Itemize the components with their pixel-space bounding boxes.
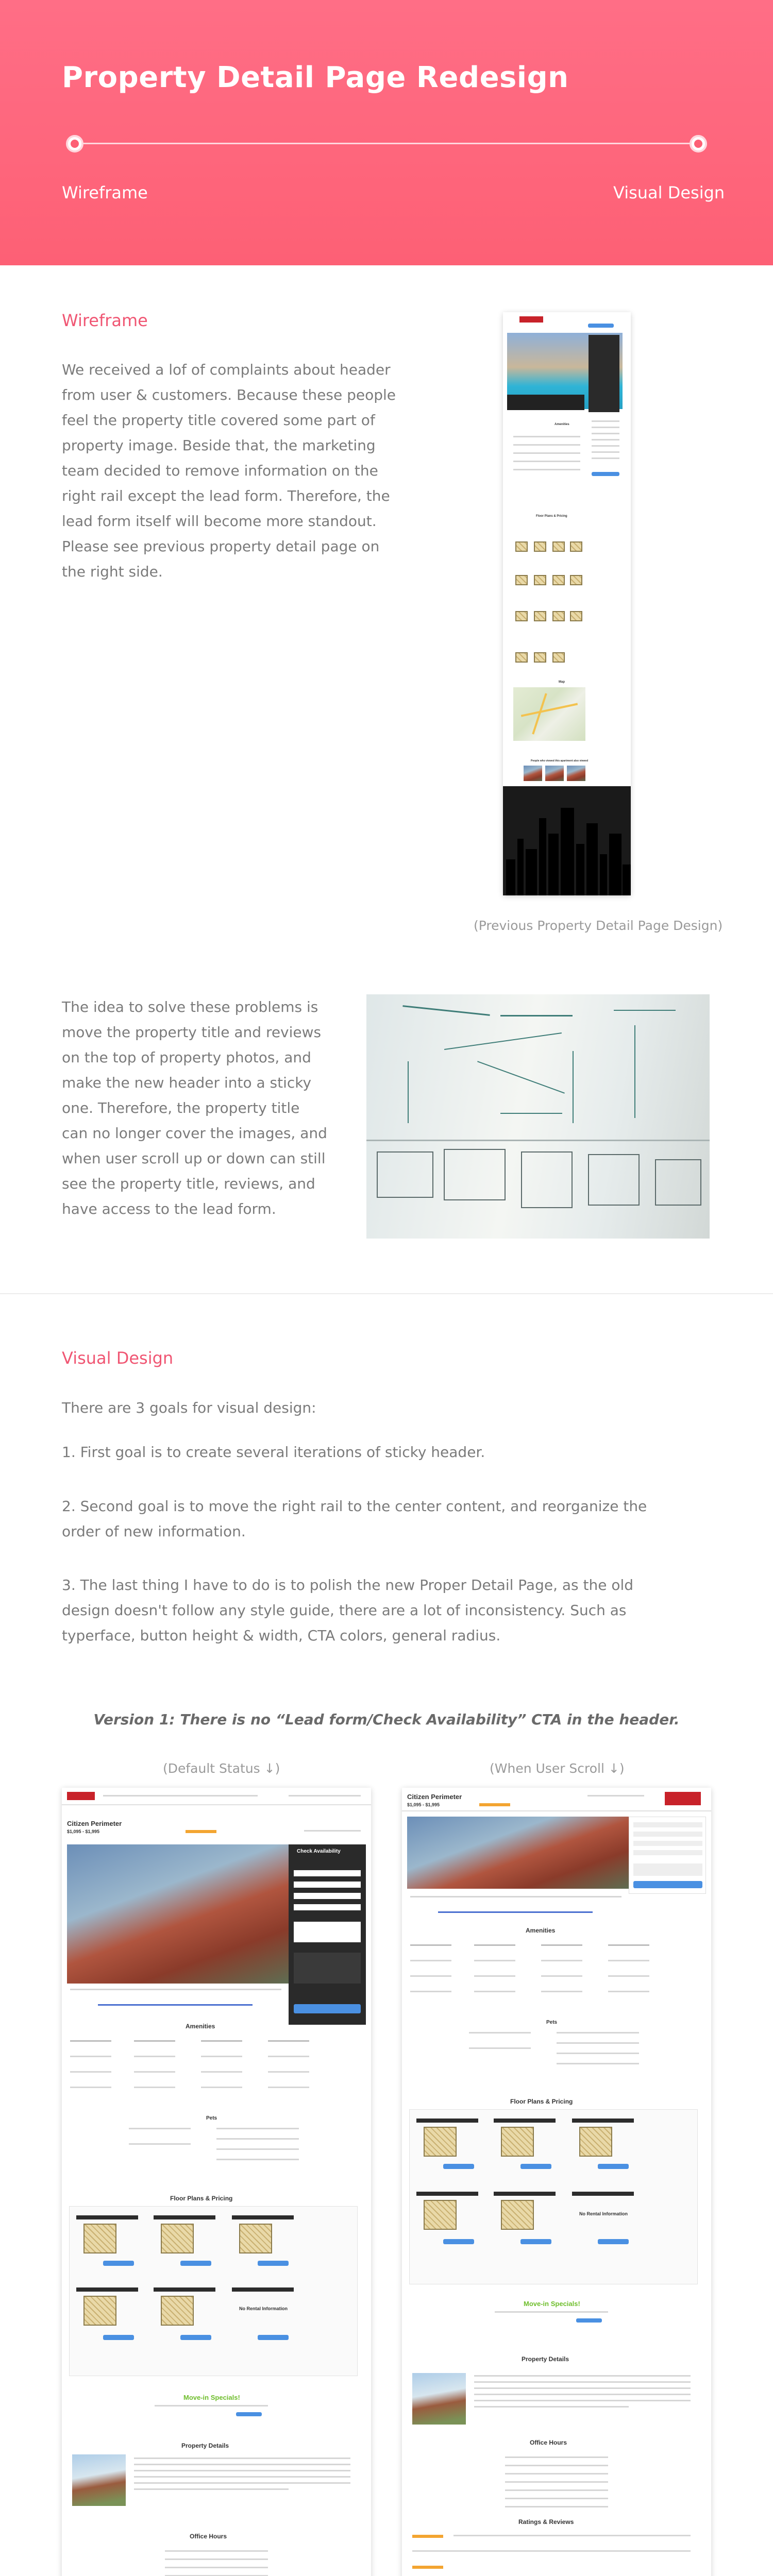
scroll-property-price: $1,095 - $1,995 — [407, 1802, 440, 1807]
timeline-label-wireframe: Wireframe — [62, 183, 148, 202]
previous-design-caption: (Previous Property Detail Page Design) — [474, 918, 723, 933]
old-amenities-label: Amenities — [554, 423, 569, 426]
city-skyline-footer — [503, 786, 631, 895]
default-pets-title: Pets — [206, 2115, 217, 2121]
scroll-specials-title: Move-in Specials! — [524, 2300, 580, 2308]
visual-design-section-title: Visual Design — [62, 1348, 174, 1368]
default-property-details-title: Property Details — [181, 2442, 229, 2449]
scroll-no-rental-info: No Rental Information — [579, 2211, 628, 2216]
title-overlay — [507, 395, 584, 410]
visual-design-goal-2: 2. Second goal is to move the right rail to the center content, and reorganize the order of new information. — [62, 1498, 647, 1540]
page-title: Property Detail Page Redesign — [62, 61, 569, 94]
default-amenities-title: Amenities — [186, 2023, 215, 2030]
default-specials-title: Move-in Specials! — [183, 2394, 240, 2401]
timeline-dot-visual-design — [690, 135, 707, 152]
scroll-ratings-title: Ratings & Reviews — [518, 2518, 574, 2526]
default-property-name: Citizen Perimeter — [67, 1820, 122, 1827]
wireframe-paragraph-2: The idea to solve these problems is move the property title and reviews on the top of property photos, and make the new header into a sticky one. Therefore, the property title can no longer cover the images, and when user scroll up or down can still see the property title, reviews, and have access to the lead form. — [62, 998, 327, 1217]
section-divider — [0, 1293, 773, 1294]
wireframe-paragraph-1: We received a lof of complaints about header from user & customers. Because these people feel the property title covered some part of property image. Beside that, the marketing team decided to remove information on the right rail except the lead form. Therefore, the lead form itself will become more standout. Please see previous property detail page on the right side. — [62, 361, 396, 580]
visual-design-goal-3: 3. The last thing I have to do is to polish the new Proper Detail Page, as the old design doesn't follow any style guide, there are a lot of inconsistency. Such as typerface, button height & width, CTA colors, general radius. — [62, 1577, 634, 1644]
header-button — [588, 324, 614, 328]
default-hero-photo — [67, 1844, 289, 1984]
user-scroll-mockup — [402, 1788, 711, 2576]
default-check-availability-title: Check Availability — [297, 1849, 341, 1854]
scroll-pets-title: Pets — [546, 2020, 558, 2025]
previous-design-screenshot — [503, 312, 631, 895]
visual-design-intro: There are 3 goals for visual design: — [62, 1399, 316, 1416]
timeline-label-visual-design: Visual Design — [613, 183, 725, 202]
old-floorplans-label: Floor Plans & Pricing — [536, 515, 567, 518]
hero-banner — [0, 0, 773, 265]
scroll-amenities-title: Amenities — [526, 1927, 556, 1934]
old-map-label: Map — [559, 681, 565, 684]
logo-mark — [519, 316, 543, 323]
default-status-caption: (Default Status ↓) — [163, 1761, 280, 1776]
visual-design-goal-1: 1. First goal is to create several iterations of sticky header. — [62, 1444, 485, 1461]
default-floorplans-title: Floor Plans & Pricing — [170, 2195, 233, 2202]
default-office-hours-title: Office Hours — [190, 2533, 227, 2540]
scroll-property-name: Citizen Perimeter — [407, 1793, 462, 1801]
user-scroll-caption: (When User Scroll ↓) — [490, 1761, 625, 1776]
default-no-rental-info: No Rental Information — [239, 2306, 288, 2311]
scroll-property-details-title: Property Details — [522, 2355, 569, 2363]
default-status-mockup — [62, 1788, 371, 2576]
default-property-price: $1,095 - $1,995 — [67, 1829, 100, 1834]
lead-form-panel — [589, 335, 619, 412]
timeline-line — [75, 143, 697, 144]
default-check-availability-panel — [289, 1844, 366, 2025]
scroll-office-hours-title: Office Hours — [530, 2439, 567, 2446]
wireframe-section-title: Wireframe — [62, 311, 148, 330]
old-map — [513, 687, 585, 741]
scroll-lead-form — [629, 1817, 706, 1894]
version-1-title: Version 1: There is no “Lead form/Check Availability” CTA in the header. — [93, 1711, 680, 1728]
scroll-hero-photo — [407, 1817, 629, 1889]
scroll-floorplans-title: Floor Plans & Pricing — [510, 2098, 573, 2105]
timeline-dot-wireframe — [66, 135, 83, 152]
whiteboard-sketch-photo — [366, 994, 710, 1239]
old-viewed-label: People who viewed this apartment also viewed — [531, 759, 589, 762]
